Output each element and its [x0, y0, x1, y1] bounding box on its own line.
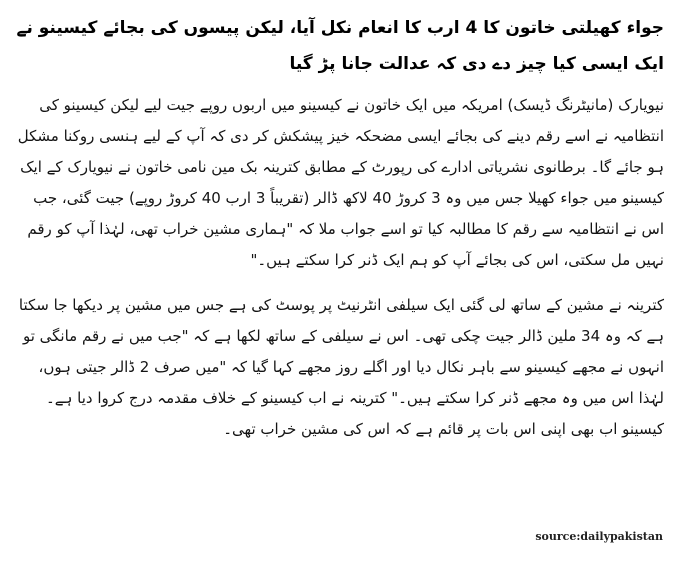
article-paragraph-1: نیویارک (مانیٹرنگ ڈیسک) امریکہ میں ایک خاتون نے کیسینو میں اربوں روپے جیت لیے لیکن کیسینو کی انتظامیہ نے اسے رقم دینے کی بجائے ایسی مضحکہ خیز پیشکش کر دی کہ آپ کے لیے ہنسی روکنا مشکل ہو جائے گا۔ برطانوی نشریاتی ادارے کی رپورٹ کے مطابق کترینہ بک مین نامی خاتون نے نیویارک کے ایک کیسینو میں جواء کھیلا جس میں وہ 3 کروڑ 40 لاکھ ڈالر (تقریباً 3 ارب 40 کروڑ روپے) جیت گئی، جب اس نے انتظامیہ سے رقم کا مطالبہ کیا تو اسے جواب ملا کہ "ہماری مشین خراب تھی، لہٰذا آپ کو رقم نہیں مل سکتی، اس کی بجائے آپ کو ہم ایک ڈنر کرا سکتے ہیں۔": [17, 96, 664, 269]
article-headline: جواء کھیلتی خاتون کا 4 ارب کا انعام نکل آیا، لیکن پیسوں کی بجائے کیسینو نے ایک ایسی کیا چیز دے دی کہ عدالت جانا پڑ گیا: [16, 18, 664, 74]
article-paragraph-2: کترینہ نے مشین کے ساتھ لی گئی ایک سیلفی انٹرنیٹ پر پوسٹ کی ہے جس میں مشین پر دیکھا جا سکتا ہے کہ وہ 34 ملین ڈالر جیت چکی تھی۔ اس نے سیلفی کے ساتھ لکھا ہے کہ "جب میں نے رقم مانگی تو انہوں نے مجھے کیسینو سے باہر نکال دیا اور اگلے روز مجھے کہا گیا کہ "میں صرف 2 ڈالر جیتی ہوں، لہٰذا اس میں وہ مجھے ڈنر کرا سکتے ہیں۔" کترینہ نے اب کیسینو کے خلاف مقدمہ درج کروا دیا ہے۔ کیسینو اب بھی اپنی اس بات پر قائم ہے کہ اس کی مشین خراب تھی۔: [18, 296, 664, 438]
news-article: [14, 10, 664, 459]
source-credit: source:dailypakistan: [535, 530, 663, 543]
